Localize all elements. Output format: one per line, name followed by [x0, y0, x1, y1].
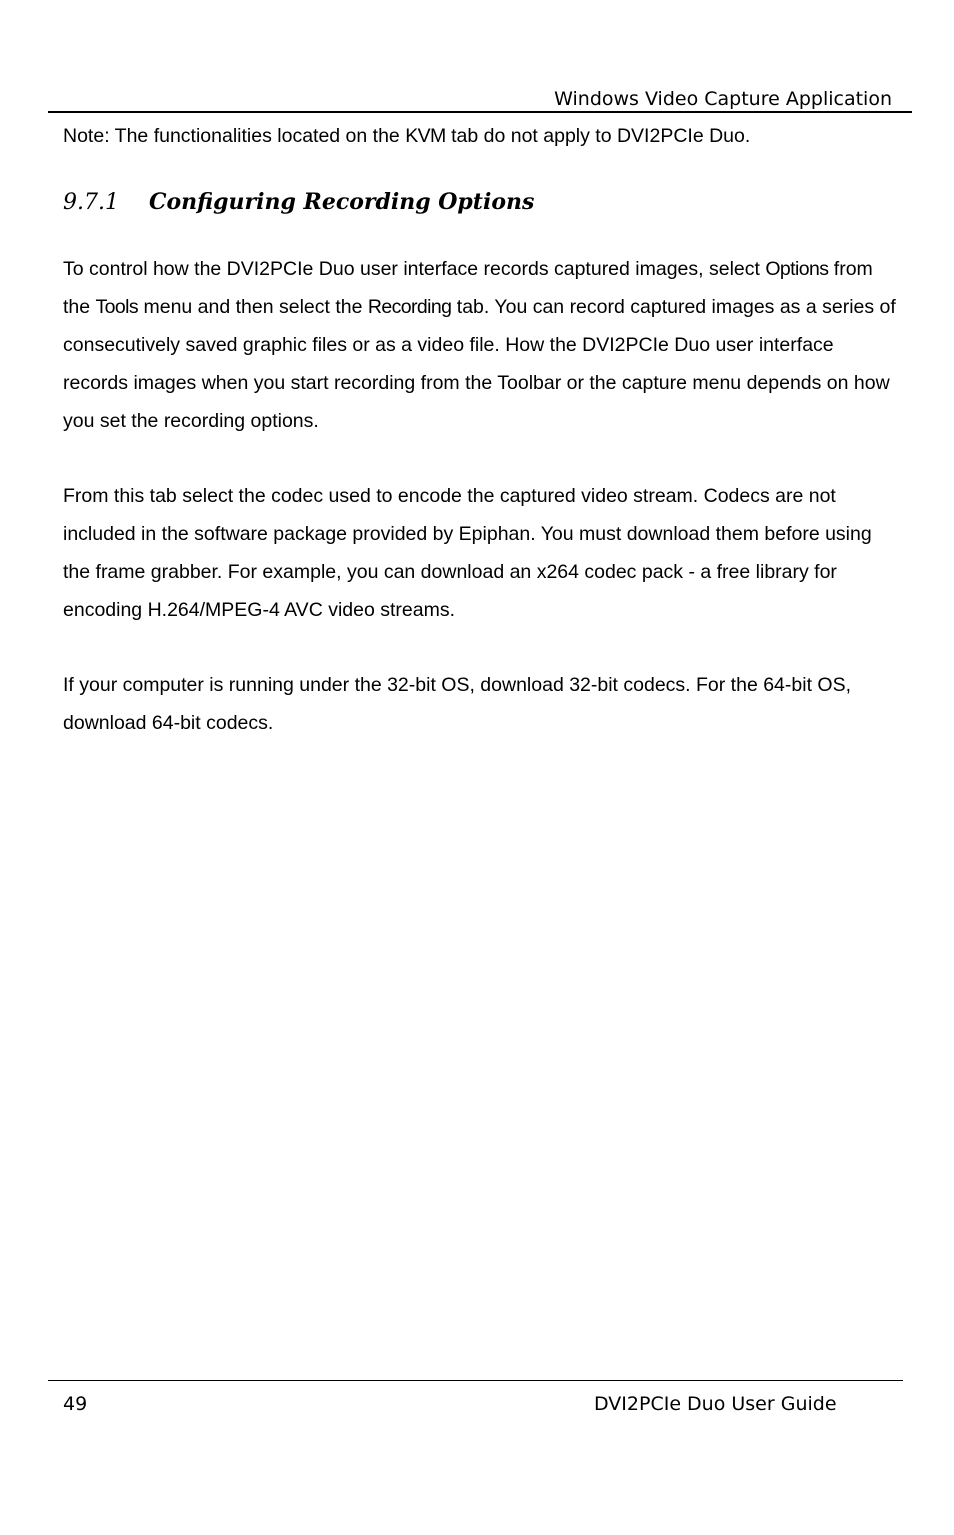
paragraph-codec: From this tab select the codec used to encode the captured video stream. Codecs are not included in the software package provided by Epiphan. You must download them before using the frame grabber. For example, you can download an x264 codec pack - a free library for encoding H.264/MPEG-4 AVC video streams. — [63, 485, 872, 621]
p1-text-4: tab. You can record captured images as a series of consecutively saved graphic files or as a video file. How the DVI2PCIe Duo user interface records images when you start recording from the Toolbar or the capture menu depends on how you set the recording options. — [63, 296, 896, 432]
section-number: 9.7.1 — [63, 190, 119, 215]
p1-text-2: from the — [63, 258, 873, 318]
footer-divider — [48, 1380, 903, 1381]
recording-term: Recording — [367, 296, 452, 318]
page-number: 49 — [63, 1393, 88, 1415]
kvm-term: KVM — [405, 125, 446, 147]
p1-text-1: To control how the DVI2PCIe Duo user interface records captured images, select — [63, 258, 766, 280]
note-text-suffix: tab do not apply to DVI2PCIe Duo. — [445, 125, 751, 147]
note-text-prefix: Note: The functionalities located on the — [63, 125, 406, 147]
section-heading — [63, 184, 534, 221]
note-paragraph — [63, 117, 903, 155]
running-header: Windows Video Capture Application — [48, 86, 912, 113]
paragraph-recording-options — [63, 250, 903, 440]
options-term: Options — [765, 258, 829, 280]
section-title: Configuring Recording Options — [149, 189, 535, 215]
p1-text-3: menu and then select the — [138, 296, 368, 318]
paragraph-os-codecs: If your computer is running under the 32-bit OS, download 32-bit codecs. For the 64-bit OS, download 64-bit codecs. — [63, 674, 851, 734]
guide-title: DVI2PCIe Duo User Guide — [594, 1393, 837, 1415]
tools-term: Tools — [95, 296, 139, 318]
